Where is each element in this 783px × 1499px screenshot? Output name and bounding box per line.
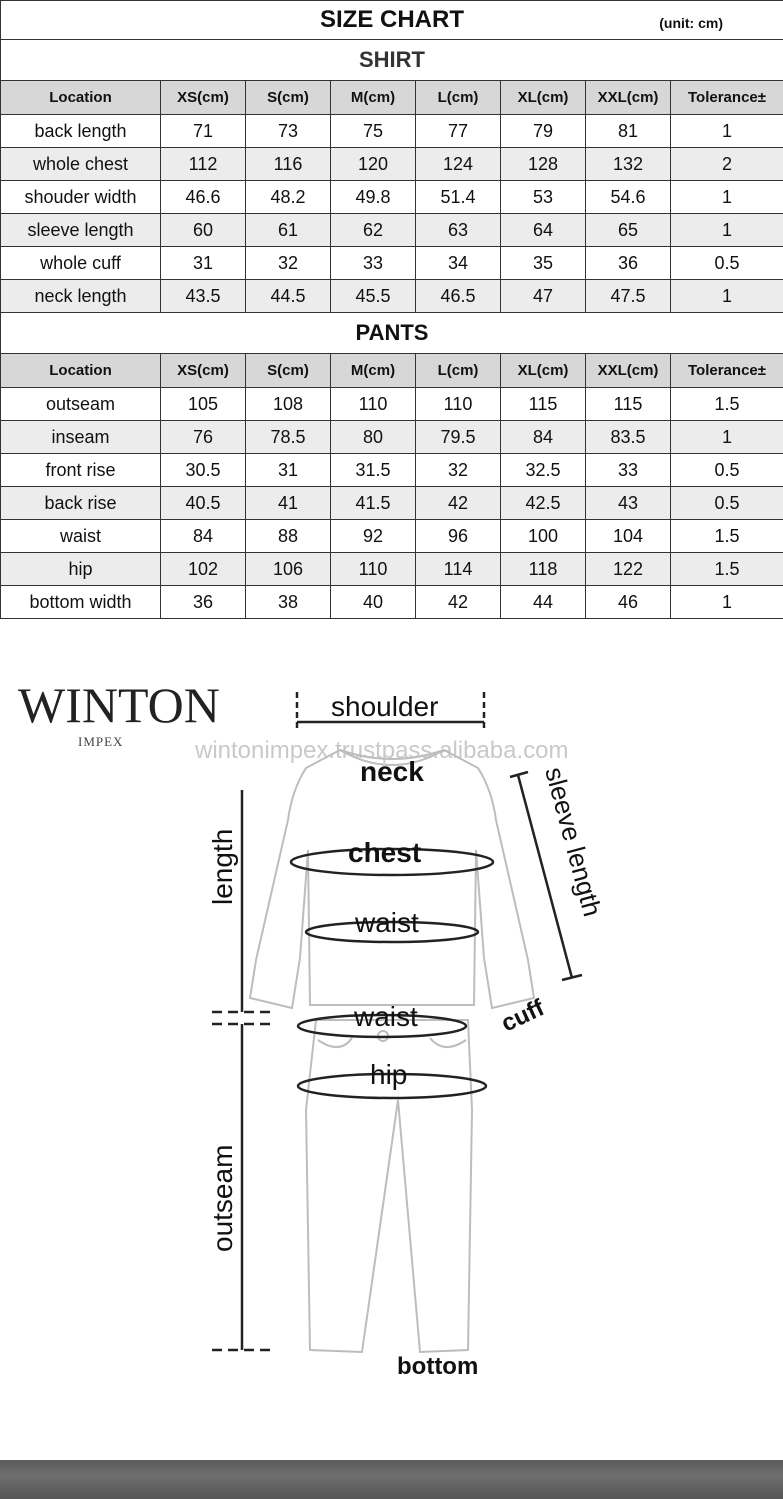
- table-cell: 38: [246, 586, 331, 619]
- row-location: back rise: [1, 487, 161, 520]
- table-cell: 42.5: [501, 487, 586, 520]
- row-location: back length: [1, 115, 161, 148]
- row-location: whole chest: [1, 148, 161, 181]
- pants-section-title: PANTS: [1, 313, 783, 354]
- table-cell: 44: [501, 586, 586, 619]
- table-row: [1, 388, 783, 421]
- table-cell: 73: [246, 115, 331, 148]
- table-row: [1, 181, 783, 214]
- column-header: M(cm): [331, 354, 416, 388]
- table-cell: 105: [161, 388, 246, 421]
- table-cell: 114: [416, 553, 501, 586]
- column-header: XL(cm): [501, 354, 586, 388]
- label-chest: chest: [348, 837, 422, 868]
- garment-illustration: [0, 640, 783, 1420]
- table-cell: 1: [671, 280, 783, 313]
- table-cell: 128: [501, 148, 586, 181]
- table-cell: 1: [671, 586, 783, 619]
- table-cell: 33: [331, 247, 416, 280]
- table-cell: 36: [586, 247, 671, 280]
- table-cell: 43: [586, 487, 671, 520]
- table-cell: 96: [416, 520, 501, 553]
- table-cell: 42: [416, 586, 501, 619]
- table-cell: 81: [586, 115, 671, 148]
- label-sleeve-length: sleeve length: [539, 763, 608, 920]
- row-location: bottom width: [1, 586, 161, 619]
- table-cell: 1: [671, 115, 783, 148]
- table-cell: 108: [246, 388, 331, 421]
- chart-title-text: SIZE CHART: [320, 6, 464, 33]
- label-hip: hip: [370, 1059, 408, 1090]
- label-outseam: outseam: [207, 1144, 238, 1252]
- table-cell: 106: [246, 553, 331, 586]
- table-cell: 118: [501, 553, 586, 586]
- table-cell: 45.5: [331, 280, 416, 313]
- table-cell: 1.5: [671, 520, 783, 553]
- table-cell: 41: [246, 487, 331, 520]
- label-waist-top: waist: [355, 907, 419, 938]
- column-header: Tolerance±: [671, 81, 783, 115]
- row-location: sleeve length: [1, 214, 161, 247]
- table-cell: 71: [161, 115, 246, 148]
- table-cell: 1: [671, 421, 783, 454]
- table-cell: 32.5: [501, 454, 586, 487]
- table-cell: 33: [586, 454, 671, 487]
- table-cell: 92: [331, 520, 416, 553]
- table-cell: 0.5: [671, 247, 783, 280]
- table-row: [1, 586, 783, 619]
- column-header: S(cm): [246, 81, 331, 115]
- table-cell: 47.5: [586, 280, 671, 313]
- label-length: length: [207, 828, 238, 905]
- table-cell: 32: [246, 247, 331, 280]
- row-location: hip: [1, 553, 161, 586]
- table-cell: 132: [586, 148, 671, 181]
- table-cell: 110: [416, 388, 501, 421]
- table-cell: 31: [161, 247, 246, 280]
- table-cell: 1.5: [671, 553, 783, 586]
- table-cell: 110: [331, 553, 416, 586]
- table-cell: 46.6: [161, 181, 246, 214]
- table-row: [1, 280, 783, 313]
- label-cuff: cuff: [497, 994, 549, 1038]
- table-cell: 40: [331, 586, 416, 619]
- table-cell: 1: [671, 214, 783, 247]
- table-cell: 46: [586, 586, 671, 619]
- column-header: Tolerance±: [671, 354, 783, 388]
- row-location: waist: [1, 520, 161, 553]
- table-cell: 47: [501, 280, 586, 313]
- table-cell: 36: [161, 586, 246, 619]
- size-chart-table: [0, 0, 783, 619]
- table-cell: 34: [416, 247, 501, 280]
- table-cell: 51.4: [416, 181, 501, 214]
- table-row: [1, 553, 783, 586]
- table-cell: 35: [501, 247, 586, 280]
- table-cell: 76: [161, 421, 246, 454]
- column-header: L(cm): [416, 81, 501, 115]
- table-cell: 63: [416, 214, 501, 247]
- table-cell: 88: [246, 520, 331, 553]
- table-row: [1, 148, 783, 181]
- table-row: [1, 214, 783, 247]
- row-location: front rise: [1, 454, 161, 487]
- table-cell: 115: [586, 388, 671, 421]
- table-cell: 46.5: [416, 280, 501, 313]
- table-cell: 53: [501, 181, 586, 214]
- table-cell: 112: [161, 148, 246, 181]
- column-header: Location: [1, 354, 161, 388]
- table-cell: 84: [161, 520, 246, 553]
- row-location: outseam: [1, 388, 161, 421]
- table-cell: 0.5: [671, 454, 783, 487]
- label-bottom: bottom: [397, 1353, 479, 1380]
- table-cell: 115: [501, 388, 586, 421]
- table-cell: 65: [586, 214, 671, 247]
- table-cell: 100: [501, 520, 586, 553]
- table-cell: 49.8: [331, 181, 416, 214]
- shirt-outline: [250, 750, 534, 1008]
- table-cell: 104: [586, 520, 671, 553]
- table-cell: 62: [331, 214, 416, 247]
- table-cell: 44.5: [246, 280, 331, 313]
- column-header: S(cm): [246, 354, 331, 388]
- table-cell: 48.2: [246, 181, 331, 214]
- table-cell: 61: [246, 214, 331, 247]
- table-row: [1, 454, 783, 487]
- table-cell: 83.5: [586, 421, 671, 454]
- table-cell: 120: [331, 148, 416, 181]
- row-location: shouder width: [1, 181, 161, 214]
- table-cell: 30.5: [161, 454, 246, 487]
- column-header: L(cm): [416, 354, 501, 388]
- brand-sub: IMPEX: [78, 734, 124, 749]
- table-row: [1, 520, 783, 553]
- table-cell: 75: [331, 115, 416, 148]
- label-waist-pants: waist: [354, 1001, 418, 1032]
- table-cell: 41.5: [331, 487, 416, 520]
- table-cell: 124: [416, 148, 501, 181]
- table-cell: 77: [416, 115, 501, 148]
- row-location: whole cuff: [1, 247, 161, 280]
- bottom-texture-bar: [0, 1460, 783, 1499]
- table-row: [1, 487, 783, 520]
- table-cell: 1: [671, 181, 783, 214]
- brand-logo: WINTON: [18, 677, 220, 733]
- table-cell: 78.5: [246, 421, 331, 454]
- table-row: [1, 115, 783, 148]
- table-cell: 110: [331, 388, 416, 421]
- table-cell: 0.5: [671, 487, 783, 520]
- column-header: XXL(cm): [586, 81, 671, 115]
- table-cell: 31.5: [331, 454, 416, 487]
- table-cell: 122: [586, 553, 671, 586]
- column-header: XL(cm): [501, 81, 586, 115]
- pants-header-row: [1, 354, 783, 388]
- column-header: M(cm): [331, 81, 416, 115]
- column-header: XXL(cm): [586, 354, 671, 388]
- table-cell: 54.6: [586, 181, 671, 214]
- table-cell: 42: [416, 487, 501, 520]
- table-cell: 31: [246, 454, 331, 487]
- table-cell: 60: [161, 214, 246, 247]
- unit-label: (unit: cm): [659, 15, 723, 31]
- column-header: XS(cm): [161, 81, 246, 115]
- table-row: [1, 421, 783, 454]
- table-cell: 102: [161, 553, 246, 586]
- chart-title: [1, 1, 783, 40]
- table-cell: 64: [501, 214, 586, 247]
- table-cell: 2: [671, 148, 783, 181]
- table-cell: 79.5: [416, 421, 501, 454]
- shirt-section-title: SHIRT: [1, 40, 783, 81]
- table-cell: 32: [416, 454, 501, 487]
- table-cell: 1.5: [671, 388, 783, 421]
- row-location: inseam: [1, 421, 161, 454]
- table-cell: 84: [501, 421, 586, 454]
- column-header: XS(cm): [161, 354, 246, 388]
- table-row: [1, 247, 783, 280]
- label-neck: neck: [360, 756, 424, 787]
- column-header: Location: [1, 81, 161, 115]
- row-location: neck length: [1, 280, 161, 313]
- table-cell: 79: [501, 115, 586, 148]
- measurement-diagram: [0, 640, 783, 1420]
- table-cell: 116: [246, 148, 331, 181]
- table-cell: 40.5: [161, 487, 246, 520]
- table-cell: 80: [331, 421, 416, 454]
- watermark: wintonimpex.trustpass.alibaba.com: [195, 737, 569, 764]
- shirt-header-row: [1, 81, 783, 115]
- table-cell: 43.5: [161, 280, 246, 313]
- label-shoulder: shoulder: [331, 691, 439, 722]
